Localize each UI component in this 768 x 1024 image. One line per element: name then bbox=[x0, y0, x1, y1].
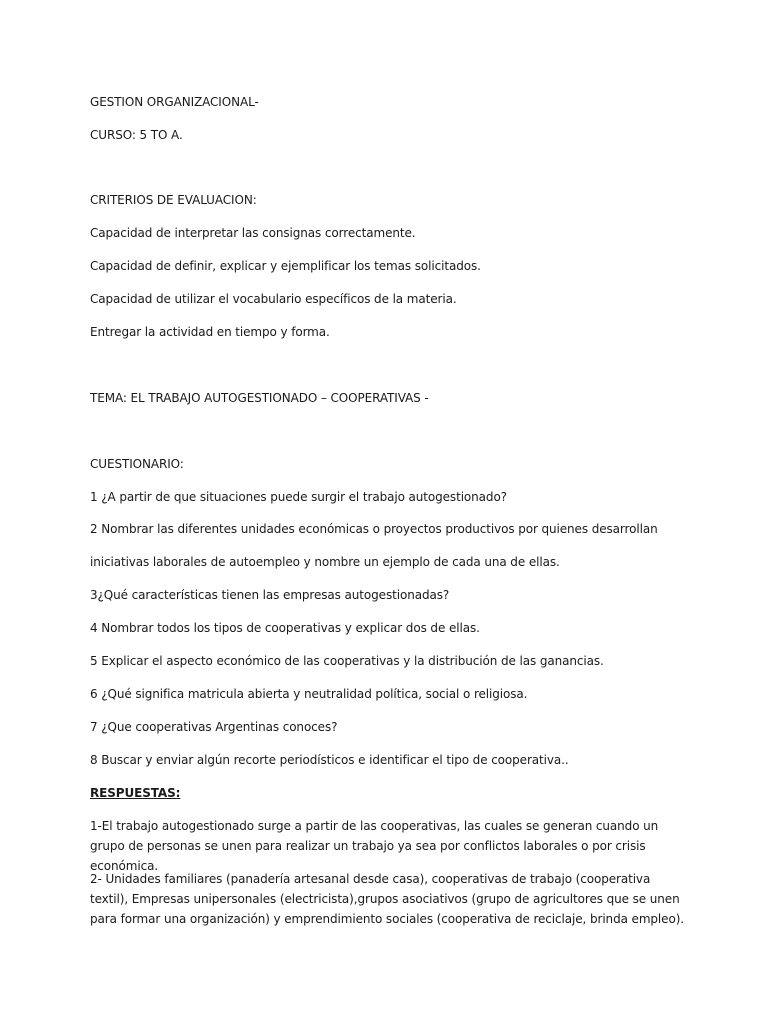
question-line: 6 ¿Qué significa matricula abierta y neutralidad política, social o religiosa. bbox=[90, 687, 528, 701]
criteria-item: Capacidad de interpretar las consignas correctamente. bbox=[90, 226, 416, 240]
answer-paragraph: 1-El trabajo autogestionado surge a partir de las cooperativas, las cuales se generan cuando un grupo de personas se unen para realizar un trabajo ya sea por conflictos laborales o por crisis económica. bbox=[90, 819, 659, 873]
criteria-item: Capacidad de utilizar el vocabulario específicos de la materia. bbox=[90, 292, 457, 306]
question-line: 1 ¿A partir de que situaciones puede surgir el trabajo autogestionado? bbox=[90, 490, 507, 504]
question-line: 3¿Qué características tienen las empresas autogestionadas? bbox=[90, 588, 450, 602]
questionnaire-heading: CUESTIONARIO: bbox=[90, 457, 184, 471]
criteria-heading: CRITERIOS DE EVALUACION: bbox=[90, 193, 257, 207]
answers-heading: RESPUESTAS: bbox=[90, 786, 181, 800]
question-line: 8 Buscar y enviar algún recorte periodísticos e identificar el tipo de cooperativa.. bbox=[90, 753, 569, 767]
question-line: 2 Nombrar las diferentes unidades económicas o proyectos productivos por quienes desarrollan bbox=[90, 522, 658, 536]
question-line: 7 ¿Que cooperativas Argentinas conoces? bbox=[90, 720, 338, 734]
question-line: 5 Explicar el aspecto económico de las cooperativas y la distribución de las ganancias. bbox=[90, 654, 604, 668]
question-line: 4 Nombrar todos los tipos de cooperativas y explicar dos de ellas. bbox=[90, 621, 480, 635]
course-label: CURSO: 5 TO A. bbox=[90, 128, 183, 142]
subject-title: GESTION ORGANIZACIONAL- bbox=[90, 95, 259, 109]
question-line: iniciativas laborales de autoempleo y nombre un ejemplo de cada una de ellas. bbox=[90, 555, 560, 569]
criteria-item: Capacidad de definir, explicar y ejemplificar los temas solicitados. bbox=[90, 259, 481, 273]
criteria-item: Entregar la actividad en tiempo y forma. bbox=[90, 325, 330, 339]
topic-line: TEMA: EL TRABAJO AUTOGESTIONADO – COOPERATIVAS - bbox=[90, 391, 429, 405]
answer-paragraph: 2- Unidades familiares (panadería artesanal desde casa), cooperativas de trabajo (cooperativa textil), Empresas unipersonales (electricista),grupos asociativos (grupo de agricultores que se unen para formar una organización) y emprendimiento sociales (cooperativa de reciclaje, brinda empleo). bbox=[90, 872, 684, 926]
